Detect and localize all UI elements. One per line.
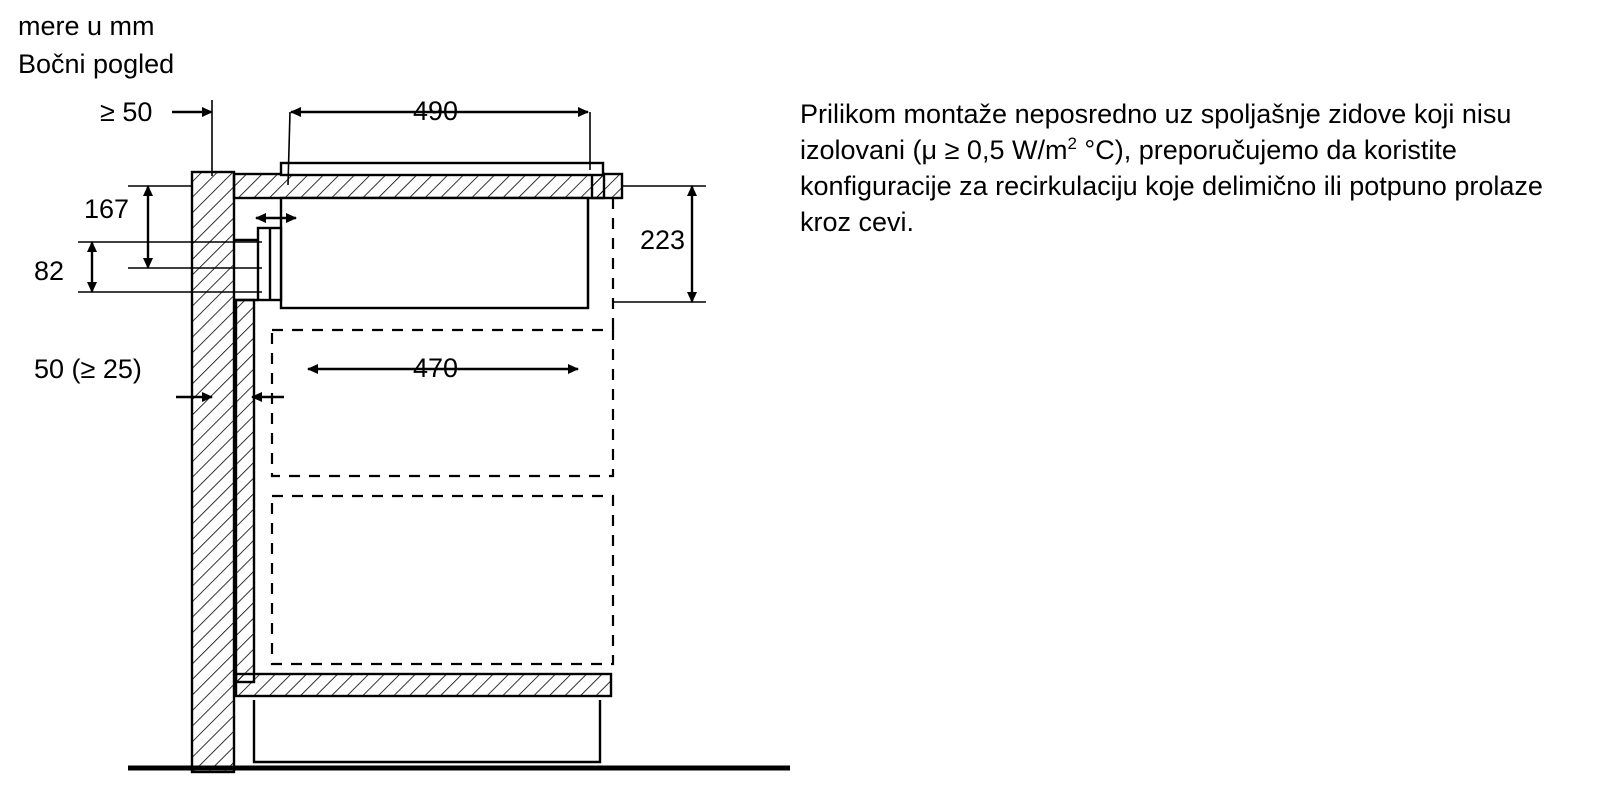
plinth-outline — [254, 700, 600, 762]
wall-section — [192, 172, 234, 772]
cabinet-side-panel — [236, 300, 254, 682]
note-text-superscript: 2 — [1067, 134, 1077, 153]
appliance-body — [281, 198, 588, 308]
cooktop-plate — [281, 163, 603, 175]
label-dim-82: 82 — [34, 256, 65, 286]
label-dim-167: 167 — [84, 194, 130, 224]
label-dim-470: 470 — [413, 353, 459, 383]
figure-header-view: Bočni pogled — [18, 49, 175, 79]
hidden-outline-upper-drawer — [272, 330, 613, 476]
hidden-outline-lower-drawer — [272, 496, 613, 664]
label-dim-490: 490 — [413, 96, 459, 126]
label-dim-50-25: 50 (≥ 25) — [34, 354, 142, 384]
note-text-part1: Prilikom montaže neposredno uz spoljašnje zidove koji nisu izolovani (μ ≥ 0,5 W/m — [800, 99, 1512, 165]
label-dim-223: 223 — [640, 225, 686, 255]
note-text-part2: °C), preporučujemo da koristite konfiguracije za recirkulaciju koje delimično ili potpuno prolaze kroz cevi. — [800, 135, 1543, 237]
cabinet-base-panel — [236, 674, 611, 696]
figure-header-units: mere u mm — [18, 11, 155, 41]
label-clearance-top-left: ≥ 50 — [100, 97, 153, 127]
worktop-left-section — [234, 174, 604, 198]
drawing-geometry — [78, 100, 790, 772]
worktop-right-section — [592, 174, 622, 198]
